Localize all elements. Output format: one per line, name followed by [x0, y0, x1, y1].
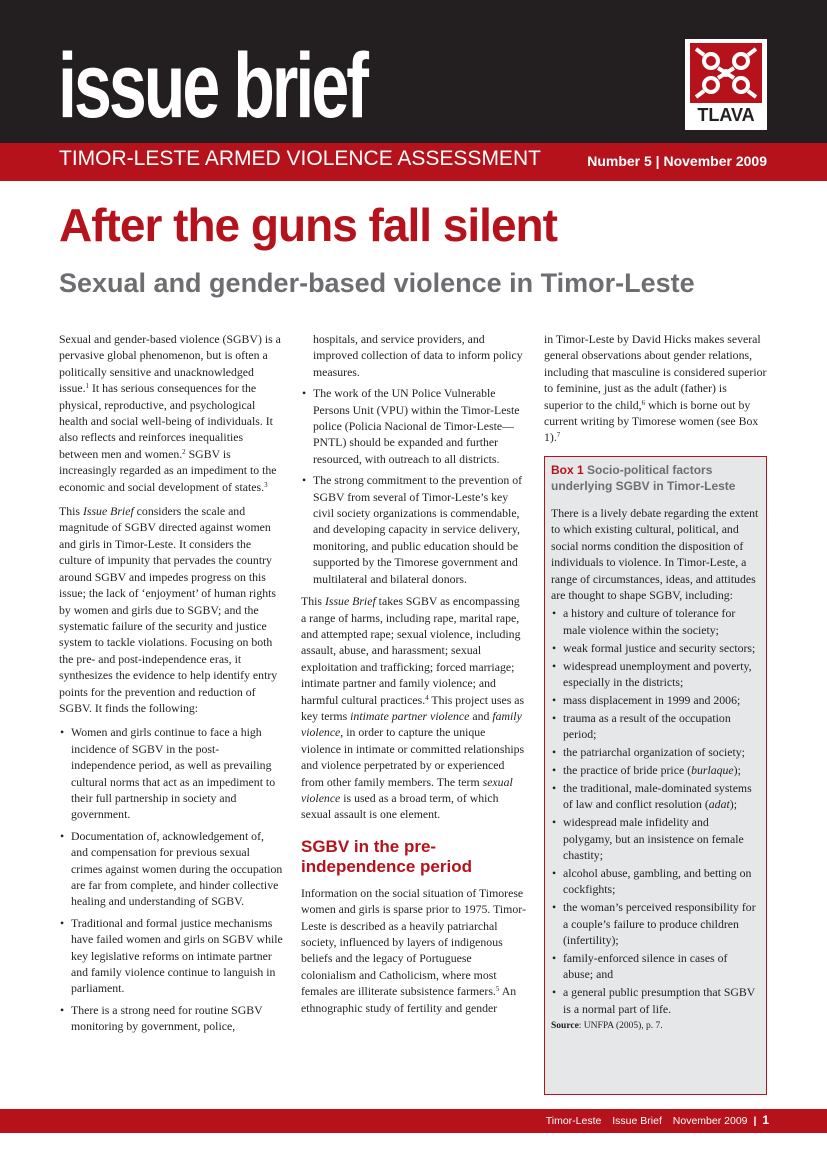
footer-divider: | — [753, 1115, 757, 1127]
footer — [546, 1113, 769, 1127]
logo-text: TLAVA — [697, 105, 755, 125]
list-item: • The work of the UN Police Vulnerable Persons Unit (VPU) within the Timor-Leste police (Policia Nacional de Timor-Leste—PNTL) should be expanded and further resourced, with outreach to all districts. — [301, 385, 527, 467]
tlava-logo-icon — [690, 43, 762, 103]
subheadline: Sexual and gender-based violence in Timor-Leste — [59, 268, 695, 298]
box-title: Box 1 Socio-political factors underlying SGBV in Timor-Leste — [551, 463, 736, 493]
list-item: • trauma as a result of the occupation period; — [551, 710, 760, 743]
footer-country: Timor-Leste — [545, 1115, 602, 1127]
scope-paragraph: This Issue Brief considers the scale and magnitude of SGBV directed against women and girls in Timor-Leste. It considers the culture of impunity that pervades the country around SGBV and impedes progress on this issue; the lack of ‘enjoyment’ of human rights by women and girls due to SGBV; and the systematic failure of the security and justice system to tackle violations. Focusing on both the pre- and post-independence eras, it synthesizes the evidence to help identify entry points for the prevention and reduction of SGBV. It finds the following: — [59, 504, 278, 715]
findings-list — [301, 385, 527, 587]
footnote-ref: 6 — [641, 398, 646, 407]
footnote-ref: 2 — [182, 447, 186, 456]
intro-paragraph: Sexual and gender-based violence (SGBV) is a pervasive global phenomenon, but is often a politically sensitive and unacknowledged issue.$^1$ It has serious consequences for the physical, reproductive, and psychological health and social well-being of individuals. It also reflects and reinforces inequalities between men and women.$^2$ SGBV is increasingly regarded as an impediment to the economic and social development of states.$^3$ — [59, 332, 281, 494]
list-item: • the patriarchal organization of society; — [551, 744, 760, 760]
list-item: • the woman’s perceived responsibility for a couple’s failure to produce children (infertility); — [551, 899, 760, 948]
sidebar-box — [544, 456, 767, 1095]
box-source: Source: UNFPA (2005), p. 7. — [551, 1021, 663, 1032]
list-item: • The strong commitment to the prevention of SGBV from several of Timor-Leste’s key civil society organizations is commendable, and developing capacity in service delivery, monitoring, and public education should be supported by the Timorese government and multilateral and bilateral donors. — [301, 472, 527, 587]
tlava-logo — [685, 39, 767, 130]
list-item: • a general public presumption that SGBV is a normal part of life. — [551, 984, 760, 1017]
footer-date: November 2009 — [672, 1115, 748, 1127]
list-item: • the practice of bride price (burlaque); — [551, 762, 760, 778]
footer-series: Issue Brief — [612, 1115, 662, 1127]
issue-number: Number 5 | November 2009 — [587, 153, 767, 169]
list-item: • Traditional and formal justice mechanisms have failed women and girls on SGBV while key legislative reforms on intimate partner and family violence continue to languish in parliament. — [59, 915, 283, 997]
list-item: • the traditional, male-dominated systems of law and conflict resolution (adat); — [551, 780, 760, 813]
list-item: • a history and culture of tolerance for male violence within the society; — [551, 605, 760, 638]
masthead-title: issue brief — [58, 35, 366, 137]
list-item: • mass displacement in 1999 and 2006; — [551, 692, 760, 708]
series-title: TIMOR-LESTE ARMED VIOLENCE ASSESSMENT — [59, 147, 541, 170]
list-item: • There is a strong need for routine SGBV monitoring by government, police, — [59, 1002, 283, 1035]
masthead — [0, 0, 827, 143]
list-item: • weak formal justice and security sectors; — [551, 640, 760, 656]
definitions-paragraph: This Issue Brief takes SGBV as encompassing a range of harms, including rape, marital rape, and attempted rape; sexual violence, including assault, abuse, and harassment; sexual exploitation and trafficking; forced marriage; intimate partner and family violence; and harmful cultural practices.$^4$ This project uses as key terms intimate partner violence and family violence, in order to capture the unique violence in intimate or committed relationships and violence perpetrated by or experienced from other family members. The term sexual violence is used as a broad term, of which sexual assault is one element. — [301, 594, 525, 822]
history-paragraph-continued: in Timor-Leste by David Hicks makes several general observations about gender relations, including that masculine is considered superior to feminine, just as the adult (father) is superior to the child,$^6$ which is borne out by current writing by Timorese women (see Box 1).$^7$ — [544, 332, 767, 445]
list-item: • Documentation of, acknowledgement of, and compensation for previous sexual crimes against women during the occupation are far from complete, and hinder collective healing and understanding of SGBV. — [59, 828, 283, 910]
footnote-ref: 4 — [425, 693, 429, 702]
page-number: 1 — [762, 1113, 769, 1127]
list-item: • Women and girls continue to face a high incidence of SGBV in the post-independence period, as well as prevailing cultural norms that act as an impediment to their full partnership in society and government. — [59, 724, 283, 822]
footnote-ref: 5 — [495, 985, 500, 994]
box-intro: There is a lively debate regarding the extent to which existing cultural, political, and social norms condition the disposition of individuals to violence. In Timor-Leste, a range of circumstances, ideas, and attitudes are thought to shape SGBV, including: — [551, 506, 759, 603]
column-3 — [544, 331, 768, 454]
box-label: Box 1 — [551, 463, 584, 477]
column-1 — [59, 331, 283, 1041]
headline: After the guns fall silent — [59, 199, 557, 251]
list-item: • alcohol abuse, gambling, and betting on cockfights; — [551, 865, 760, 898]
history-paragraph: Information on the social situation of Timorese women and girls is sparse prior to 1975. Timor-Leste is described as a heavily patriarchal society, influenced by layers of indigenous beliefs and the legacy of Portuguese colonialism and Catholicism, where most females are illiterate subsistence farmers.$^5$ An ethnographic study of fertility and gender — [301, 885, 526, 1015]
list-item: • widespread male infidelity and polygamy, but an insistence on female chastity; — [551, 814, 760, 863]
continued-text: hospitals, and service providers, and improved collection of data to inform policy measures. — [313, 332, 523, 379]
footnote-ref: 7 — [556, 431, 561, 440]
findings-list — [59, 724, 283, 1034]
box-list — [551, 605, 760, 1017]
column-2 — [301, 331, 527, 1024]
list-item: • widespread unemployment and poverty, especially in the districts; — [551, 658, 760, 691]
footnote-ref: 3 — [264, 480, 268, 489]
section-heading: SGBV in the pre-independence period — [301, 836, 472, 876]
list-item: • family-enforced silence in cases of abuse; and — [551, 950, 760, 983]
footnote-ref: 1 — [85, 382, 90, 391]
